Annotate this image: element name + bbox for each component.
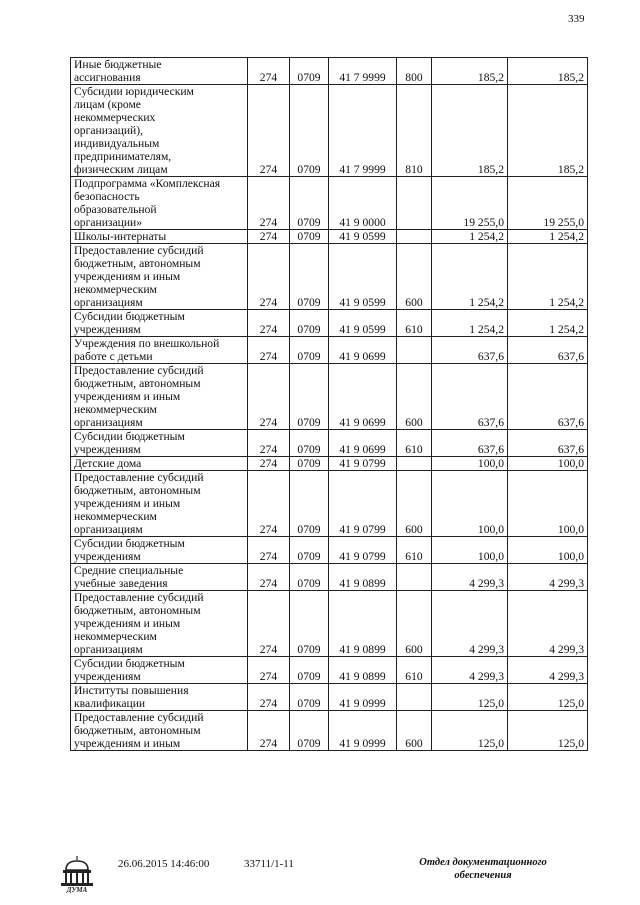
amount-2-cell: 1 254,2 — [508, 230, 588, 244]
ministry-code-cell: 274 — [248, 537, 290, 564]
target-article-code-cell: 41 7 9999 — [329, 58, 397, 85]
row-name-cell: Субсидии бюджетным учреждениям — [71, 310, 248, 337]
expense-type-code-cell — [397, 457, 432, 471]
amount-1-cell: 125,0 — [432, 711, 508, 751]
amount-2-cell: 637,6 — [508, 430, 588, 457]
amount-1-cell: 4 299,3 — [432, 564, 508, 591]
ministry-code-cell: 274 — [248, 684, 290, 711]
row-name-cell: Предоставление субсидий бюджетным, автономным учреждениям и иным некоммерческим организациям — [71, 364, 248, 430]
footer-datetime: 26.06.2015 14:46:00 — [118, 858, 210, 870]
ministry-code-cell: 274 — [248, 58, 290, 85]
footer-doc-code: 33711/1-11 — [244, 858, 294, 870]
target-article-code-cell: 41 9 0899 — [329, 564, 397, 591]
amount-1-cell: 185,2 — [432, 85, 508, 177]
table-row — [71, 657, 588, 684]
amount-2-cell: 100,0 — [508, 537, 588, 564]
target-article-code-cell: 41 9 0799 — [329, 457, 397, 471]
target-article-code-cell: 41 9 0699 — [329, 364, 397, 430]
amount-1-cell: 19 255,0 — [432, 177, 508, 230]
row-name-cell: Субсидии бюджетным учреждениям — [71, 537, 248, 564]
row-name-cell: Средние специальные учебные заведения — [71, 564, 248, 591]
target-article-code-cell: 41 9 0799 — [329, 471, 397, 537]
row-name-cell: Субсидии бюджетным учреждениям — [71, 430, 248, 457]
target-article-code-cell: 41 9 0899 — [329, 657, 397, 684]
amount-2-cell: 1 254,2 — [508, 244, 588, 310]
table-row — [71, 310, 588, 337]
expense-type-code-cell — [397, 177, 432, 230]
amount-2-cell: 125,0 — [508, 711, 588, 751]
target-article-code-cell: 41 9 0899 — [329, 591, 397, 657]
amount-1-cell: 125,0 — [432, 684, 508, 711]
section-code-cell: 0709 — [290, 310, 329, 337]
target-article-code-cell: 41 7 9999 — [329, 85, 397, 177]
section-code-cell: 0709 — [290, 364, 329, 430]
expense-type-code-cell: 600 — [397, 244, 432, 310]
section-code-cell: 0709 — [290, 457, 329, 471]
amount-2-cell: 19 255,0 — [508, 177, 588, 230]
section-code-cell: 0709 — [290, 85, 329, 177]
section-code-cell: 0709 — [290, 58, 329, 85]
ministry-code-cell: 274 — [248, 591, 290, 657]
table-row — [71, 684, 588, 711]
table-row — [71, 457, 588, 471]
row-name-cell: Предоставление субсидий бюджетным, автономным учреждениям и иным — [71, 711, 248, 751]
row-name-cell: Учреждения по внешкольной работе с детьми — [71, 337, 248, 364]
emblem-text: ДУМА — [66, 886, 88, 893]
expense-type-code-cell — [397, 337, 432, 364]
section-code-cell: 0709 — [290, 711, 329, 751]
amount-2-cell: 637,6 — [508, 337, 588, 364]
target-article-code-cell: 41 9 0799 — [329, 537, 397, 564]
ministry-code-cell: 274 — [248, 337, 290, 364]
amount-1-cell: 1 254,2 — [432, 230, 508, 244]
section-code-cell: 0709 — [290, 230, 329, 244]
row-name-cell: Подпрограмма «Комплексная безопасность образовательной организации» — [71, 177, 248, 230]
amount-1-cell: 1 254,2 — [432, 244, 508, 310]
target-article-code-cell: 41 9 0599 — [329, 230, 397, 244]
row-name-cell: Предоставление субсидий бюджетным, автономным учреждениям и иным некоммерческим организациям — [71, 471, 248, 537]
row-name-cell: Институты повышения квалификации — [71, 684, 248, 711]
amount-1-cell: 100,0 — [432, 457, 508, 471]
table-row — [71, 711, 588, 751]
duma-emblem-icon — [56, 853, 98, 893]
section-code-cell: 0709 — [290, 657, 329, 684]
expense-type-code-cell: 610 — [397, 657, 432, 684]
table-row — [71, 591, 588, 657]
row-name-cell: Предоставление субсидий бюджетным, автономным учреждениям и иным некоммерческим организациям — [71, 244, 248, 310]
amount-1-cell: 4 299,3 — [432, 657, 508, 684]
amount-2-cell: 125,0 — [508, 684, 588, 711]
section-code-cell: 0709 — [290, 337, 329, 364]
amount-1-cell: 100,0 — [432, 537, 508, 564]
page-footer — [0, 853, 640, 905]
ministry-code-cell: 274 — [248, 457, 290, 471]
amount-1-cell: 1 254,2 — [432, 310, 508, 337]
table-row — [71, 364, 588, 430]
expense-type-code-cell: 610 — [397, 310, 432, 337]
table-row — [71, 564, 588, 591]
expense-type-code-cell — [397, 564, 432, 591]
section-code-cell: 0709 — [290, 471, 329, 537]
ministry-code-cell: 274 — [248, 364, 290, 430]
amount-1-cell: 185,2 — [432, 58, 508, 85]
expense-type-code-cell — [397, 684, 432, 711]
row-name-cell: Детские дома — [71, 457, 248, 471]
ministry-code-cell: 274 — [248, 430, 290, 457]
amount-2-cell: 100,0 — [508, 457, 588, 471]
ministry-code-cell: 274 — [248, 564, 290, 591]
ministry-code-cell: 274 — [248, 244, 290, 310]
ministry-code-cell: 274 — [248, 310, 290, 337]
table-row — [71, 244, 588, 310]
row-name-cell: Школы-интернаты — [71, 230, 248, 244]
ministry-code-cell: 274 — [248, 711, 290, 751]
expense-type-code-cell: 610 — [397, 430, 432, 457]
amount-2-cell: 637,6 — [508, 364, 588, 430]
ministry-code-cell: 274 — [248, 657, 290, 684]
expense-type-code-cell: 600 — [397, 591, 432, 657]
section-code-cell: 0709 — [290, 591, 329, 657]
section-code-cell: 0709 — [290, 244, 329, 310]
budget-table — [70, 57, 588, 751]
target-article-code-cell: 41 9 0699 — [329, 337, 397, 364]
amount-1-cell: 637,6 — [432, 364, 508, 430]
amount-2-cell: 185,2 — [508, 85, 588, 177]
ministry-code-cell: 274 — [248, 177, 290, 230]
expense-type-code-cell: 800 — [397, 58, 432, 85]
target-article-code-cell: 41 9 0999 — [329, 684, 397, 711]
table-row — [71, 85, 588, 177]
section-code-cell: 0709 — [290, 537, 329, 564]
expense-type-code-cell: 600 — [397, 364, 432, 430]
ministry-code-cell: 274 — [248, 230, 290, 244]
expense-type-code-cell: 810 — [397, 85, 432, 177]
table-row — [71, 471, 588, 537]
expense-type-code-cell: 600 — [397, 711, 432, 751]
target-article-code-cell: 41 9 0999 — [329, 711, 397, 751]
footer-department: Отдел документационного обеспечения — [419, 857, 547, 881]
amount-1-cell: 100,0 — [432, 471, 508, 537]
section-code-cell: 0709 — [290, 177, 329, 230]
table-row — [71, 537, 588, 564]
budget-table-body — [71, 58, 588, 751]
target-article-code-cell: 41 9 0000 — [329, 177, 397, 230]
amount-1-cell: 637,6 — [432, 337, 508, 364]
target-article-code-cell: 41 9 0699 — [329, 430, 397, 457]
expense-type-code-cell — [397, 230, 432, 244]
expense-type-code-cell: 610 — [397, 537, 432, 564]
amount-1-cell: 4 299,3 — [432, 591, 508, 657]
table-row — [71, 58, 588, 85]
amount-2-cell: 100,0 — [508, 471, 588, 537]
amount-2-cell: 4 299,3 — [508, 564, 588, 591]
target-article-code-cell: 41 9 0599 — [329, 310, 397, 337]
amount-2-cell: 4 299,3 — [508, 591, 588, 657]
table-row — [71, 230, 588, 244]
page-number: 339 — [568, 13, 585, 25]
expense-type-code-cell: 600 — [397, 471, 432, 537]
table-row — [71, 177, 588, 230]
section-code-cell: 0709 — [290, 430, 329, 457]
row-name-cell: Иные бюджетные ассигнования — [71, 58, 248, 85]
target-article-code-cell: 41 9 0599 — [329, 244, 397, 310]
table-row — [71, 430, 588, 457]
amount-2-cell: 185,2 — [508, 58, 588, 85]
section-code-cell: 0709 — [290, 684, 329, 711]
row-name-cell: Субсидии юридическим лицам (кроме некоммерческих организаций), индивидуальным предпринимателям, физическим лицам — [71, 85, 248, 177]
row-name-cell: Субсидии бюджетным учреждениям — [71, 657, 248, 684]
amount-2-cell: 1 254,2 — [508, 310, 588, 337]
ministry-code-cell: 274 — [248, 471, 290, 537]
amount-2-cell: 4 299,3 — [508, 657, 588, 684]
row-name-cell: Предоставление субсидий бюджетным, автономным учреждениям и иным некоммерческим организациям — [71, 591, 248, 657]
table-row — [71, 337, 588, 364]
section-code-cell: 0709 — [290, 564, 329, 591]
ministry-code-cell: 274 — [248, 85, 290, 177]
amount-1-cell: 637,6 — [432, 430, 508, 457]
